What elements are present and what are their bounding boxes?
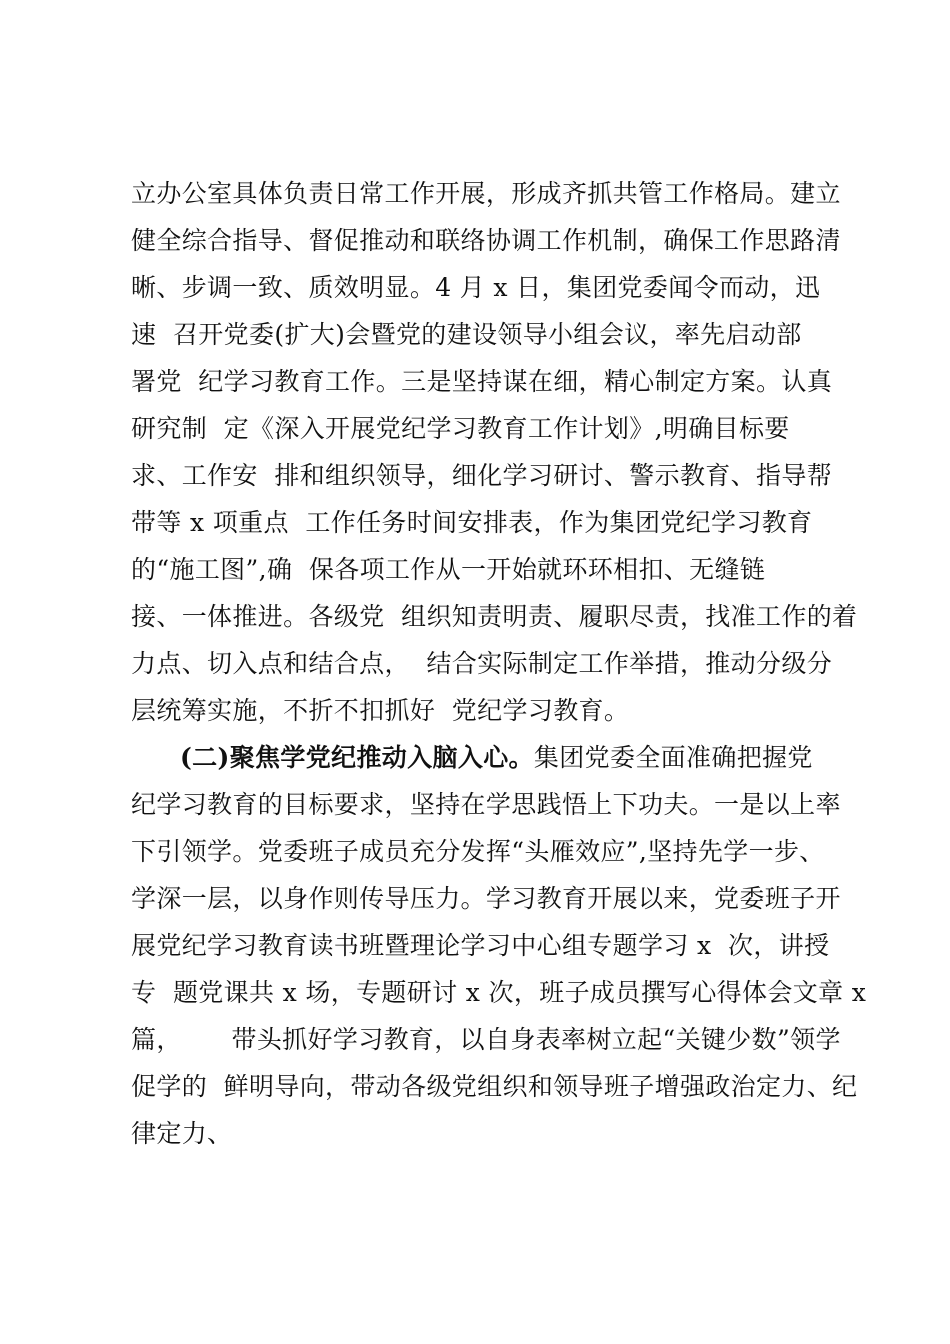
text-line: 力点、切入点和结合点， 结合实际制定工作举措，推动分级分	[131, 649, 833, 678]
text-line: 专 题党课共 x 场，专题研讨 x 次，班子成员撰写心得体会文章 x	[131, 978, 867, 1007]
text-line: 篇， 带头抓好学习教育，以自身表率树立起“关键少数”领学	[131, 1025, 841, 1054]
text-line: 接、一体推进。各级党 组织知责明责、履职尽责，找准工作的着	[131, 602, 858, 631]
text-line: 纪学习教育的目标要求，坚持在学思践悟上下功夫。一是以上率	[131, 790, 841, 819]
section-heading: (二)聚焦学党纪推动入脑入心。	[180, 743, 534, 772]
text-line: 求、工作安 排和组织领导，细化学习研讨、警示教育、指导帮	[131, 461, 833, 490]
text-line: 速 召开党委(扩大)会暨党的建设领导小组会议，率先启动部	[131, 320, 802, 349]
text-line: 晰、步调一致、质效明显。4 月 x 日，集团党委闻令而动，迅	[131, 273, 821, 302]
text-line: 立办公室具体负责日常工作开展，形成齐抓共管工作格局。建立	[131, 179, 841, 208]
text-line: 署党 纪学习教育工作。三是坚持谋在细，精心制定方案。认真	[131, 367, 833, 396]
text-line: 律定力、	[131, 1119, 233, 1148]
text-line-rest: 集团党委全面准确把握党	[533, 743, 813, 772]
text-line: 的“施工图”,确 保各项工作从一开始就环环相扣、无缝链	[131, 555, 766, 584]
text-line: 层统筹实施，不折不扣抓好 党纪学习教育。	[131, 696, 630, 725]
text-line: 下引领学。党委班子成员充分发挥“头雁效应”,坚持先学一步、	[131, 837, 825, 866]
text-line: 促学的 鲜明导向，带动各级党组织和领导班子增强政治定力、纪	[131, 1072, 858, 1101]
text-line: 研究制 定《深入开展党纪学习教育工作计划》,明确目标要	[131, 414, 790, 443]
text-line: 展党纪学习教育读书班暨理论学习中心组专题学习 x 次，讲授	[131, 931, 830, 960]
paragraph-first-line	[180, 740, 813, 776]
text-line: 带等 x 项重点 工作任务时间安排表，作为集团党纪学习教育	[131, 508, 813, 537]
text-line: 健全综合指导、督促推动和联络协调工作机制，确保工作思路清	[131, 226, 841, 255]
text-line: 学深一层，以身作则传导压力。学习教育开展以来，党委班子开	[131, 884, 841, 913]
